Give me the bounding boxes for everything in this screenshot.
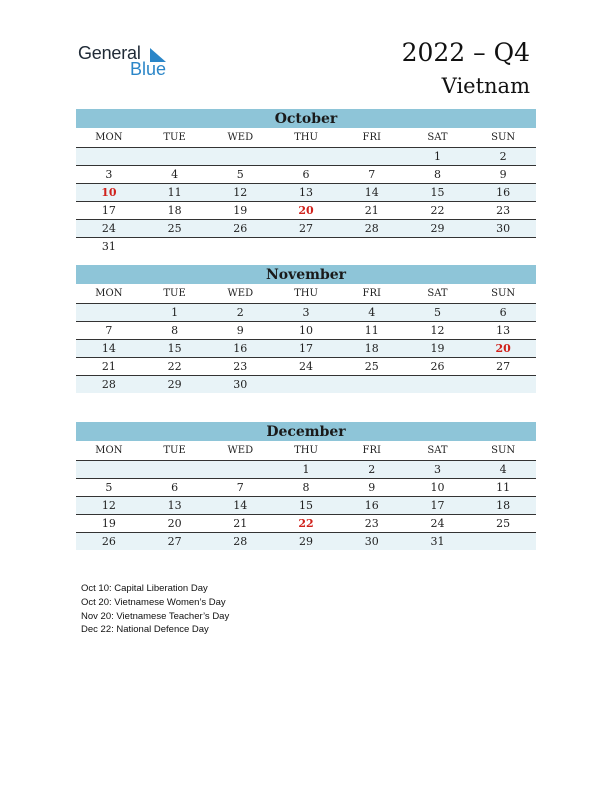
weekday-label: THU — [294, 288, 318, 299]
date-cell: 3 — [433, 463, 441, 476]
holiday-note: Oct 20: Vietnamese Women’s Day — [81, 596, 226, 608]
date-cell: 28 — [233, 535, 248, 548]
date-cell: 11 — [496, 481, 511, 494]
weekday-label: FRI — [362, 132, 381, 143]
week-row — [76, 479, 536, 497]
weekday-label: FRI — [362, 288, 381, 299]
date-cell — [339, 376, 405, 393]
weekday-header-row — [76, 284, 536, 304]
date-cell: 25 — [496, 517, 511, 530]
date-cell: 5 — [105, 481, 113, 494]
holiday-date-cell: 10 — [101, 186, 117, 199]
date-cell: 17 — [101, 204, 116, 217]
date-cell: 17 — [430, 499, 445, 512]
weekday-label: SUN — [491, 288, 516, 299]
logo-blue-text: Blue — [130, 59, 167, 79]
date-cell: 8 — [433, 168, 441, 181]
date-cell: 8 — [302, 481, 310, 494]
date-cell: 3 — [302, 306, 310, 319]
date-cell: 12 — [430, 324, 445, 337]
date-cell: 16 — [233, 342, 248, 355]
date-cell: 5 — [433, 306, 441, 319]
weekday-label: TUE — [163, 132, 186, 143]
date-cell — [405, 238, 471, 255]
date-cell — [273, 376, 339, 393]
date-cell — [207, 461, 273, 478]
date-cell: 22 — [430, 204, 445, 217]
date-cell — [142, 148, 208, 165]
week-row — [76, 322, 536, 340]
date-cell: 19 — [101, 517, 116, 530]
week-row — [76, 376, 536, 393]
weekday-label: SUN — [491, 445, 516, 456]
date-cell: 27 — [496, 360, 511, 373]
date-cell — [142, 461, 208, 478]
date-cell: 12 — [233, 186, 248, 199]
date-cell: 26 — [430, 360, 445, 373]
date-cell — [470, 533, 536, 550]
week-row — [76, 461, 536, 479]
date-cell: 21 — [364, 204, 379, 217]
date-cell: 30 — [364, 535, 379, 548]
weekday-label: WED — [227, 288, 254, 299]
date-cell: 5 — [236, 168, 244, 181]
week-row — [76, 497, 536, 515]
date-cell: 15 — [299, 499, 314, 512]
holiday-date-cell: 20 — [495, 342, 511, 355]
date-cell: 3 — [105, 168, 113, 181]
date-cell: 14 — [364, 186, 379, 199]
date-cell: 4 — [368, 306, 376, 319]
date-cell: 10 — [299, 324, 314, 337]
date-cell: 27 — [167, 535, 182, 548]
date-cell: 7 — [368, 168, 376, 181]
date-cell: 24 — [430, 517, 445, 530]
holiday-notes — [81, 582, 229, 637]
date-cell: 25 — [364, 360, 379, 373]
date-cell: 29 — [299, 535, 314, 548]
month-title: October — [76, 109, 536, 128]
date-cell: 1 — [171, 306, 179, 319]
date-cell: 1 — [433, 150, 441, 163]
date-cell: 30 — [233, 378, 248, 391]
page-title: 2022 – Q4 — [401, 38, 530, 67]
date-cell: 6 — [302, 168, 310, 181]
date-cell: 9 — [499, 168, 507, 181]
week-row — [76, 358, 536, 376]
week-row — [76, 304, 536, 322]
week-row — [76, 148, 536, 166]
date-cell: 7 — [236, 481, 244, 494]
date-cell: 18 — [496, 499, 511, 512]
week-row — [76, 166, 536, 184]
week-row — [76, 220, 536, 238]
date-cell: 24 — [299, 360, 314, 373]
date-cell: 6 — [499, 306, 507, 319]
date-cell: 13 — [496, 324, 511, 337]
date-cell — [207, 238, 273, 255]
weekday-label: MON — [95, 132, 123, 143]
date-cell — [207, 148, 273, 165]
date-cell: 11 — [167, 186, 182, 199]
date-cell: 4 — [171, 168, 179, 181]
date-cell: 23 — [496, 204, 511, 217]
date-cell: 14 — [233, 499, 248, 512]
date-cell: 13 — [299, 186, 314, 199]
date-cell — [76, 148, 142, 165]
holiday-date-cell: 22 — [298, 517, 314, 530]
date-cell: 23 — [233, 360, 248, 373]
weekday-header-row — [76, 128, 536, 148]
logo-general-text: General — [78, 43, 141, 63]
month-title: December — [76, 422, 536, 441]
country-name: Vietnam — [441, 74, 530, 98]
weekday-label: SAT — [427, 132, 448, 143]
date-cell: 2 — [368, 463, 376, 476]
weekday-label: TUE — [163, 288, 186, 299]
weekday-header-row — [76, 441, 536, 461]
date-cell: 9 — [368, 481, 376, 494]
date-cell: 2 — [499, 150, 507, 163]
date-cell: 30 — [496, 222, 511, 235]
date-cell — [339, 238, 405, 255]
date-cell: 6 — [171, 481, 179, 494]
week-row — [76, 533, 536, 550]
date-cell — [142, 238, 208, 255]
weekday-label: SUN — [491, 132, 516, 143]
date-cell: 18 — [167, 204, 182, 217]
date-cell: 16 — [496, 186, 511, 199]
date-cell: 7 — [105, 324, 113, 337]
date-cell: 26 — [233, 222, 248, 235]
weekday-label: SAT — [427, 288, 448, 299]
week-row — [76, 184, 536, 202]
date-cell: 1 — [302, 463, 310, 476]
date-cell: 13 — [167, 499, 182, 512]
date-cell: 15 — [167, 342, 182, 355]
week-row — [76, 202, 536, 220]
date-cell — [470, 376, 536, 393]
date-cell: 20 — [167, 517, 182, 530]
week-row — [76, 515, 536, 533]
date-cell: 27 — [299, 222, 314, 235]
date-cell: 9 — [236, 324, 244, 337]
date-cell: 28 — [364, 222, 379, 235]
date-cell — [76, 461, 142, 478]
week-row — [76, 340, 536, 358]
date-cell: 12 — [101, 499, 116, 512]
date-cell — [470, 238, 536, 255]
date-cell: 22 — [167, 360, 182, 373]
date-cell: 23 — [364, 517, 379, 530]
date-cell: 10 — [430, 481, 445, 494]
weekday-label: FRI — [362, 445, 381, 456]
date-cell — [273, 238, 339, 255]
date-cell: 21 — [233, 517, 248, 530]
weekday-label: WED — [227, 445, 254, 456]
date-cell: 17 — [299, 342, 314, 355]
date-cell: 15 — [430, 186, 445, 199]
date-cell: 16 — [364, 499, 379, 512]
holiday-note: Dec 22: National Defence Day — [81, 624, 209, 636]
date-cell: 14 — [101, 342, 116, 355]
date-cell: 24 — [101, 222, 116, 235]
week-row — [76, 238, 536, 255]
date-cell: 21 — [101, 360, 116, 373]
date-cell: 31 — [430, 535, 445, 548]
weekday-label: THU — [294, 445, 318, 456]
date-cell — [405, 376, 471, 393]
month-title: November — [76, 265, 536, 284]
weekday-label: MON — [95, 288, 123, 299]
date-cell — [76, 304, 142, 321]
date-cell: 29 — [167, 378, 182, 391]
date-cell: 8 — [171, 324, 179, 337]
date-cell: 31 — [101, 240, 116, 253]
date-cell: 28 — [101, 378, 116, 391]
date-cell: 4 — [499, 463, 507, 476]
month-calendar-october — [76, 109, 536, 255]
date-cell: 2 — [236, 306, 244, 319]
date-cell: 18 — [364, 342, 379, 355]
date-cell: 11 — [364, 324, 379, 337]
weekday-label: MON — [95, 445, 123, 456]
holiday-note: Nov 20: Vietnamese Teacher’s Day — [81, 610, 230, 622]
date-cell — [339, 148, 405, 165]
weekday-label: THU — [294, 132, 318, 143]
date-cell: 19 — [430, 342, 445, 355]
holiday-date-cell: 20 — [298, 204, 314, 217]
weekday-label: SAT — [427, 445, 448, 456]
date-cell: 29 — [430, 222, 445, 235]
date-cell — [273, 148, 339, 165]
weekday-label: TUE — [163, 445, 186, 456]
month-calendar-december — [76, 422, 536, 550]
weekday-label: WED — [227, 132, 254, 143]
brand-logo — [78, 41, 178, 81]
month-calendar-november — [76, 265, 536, 393]
date-cell: 26 — [101, 535, 116, 548]
holiday-note: Oct 10: Capital Liberation Day — [81, 583, 208, 594]
date-cell: 25 — [167, 222, 182, 235]
date-cell: 19 — [233, 204, 248, 217]
